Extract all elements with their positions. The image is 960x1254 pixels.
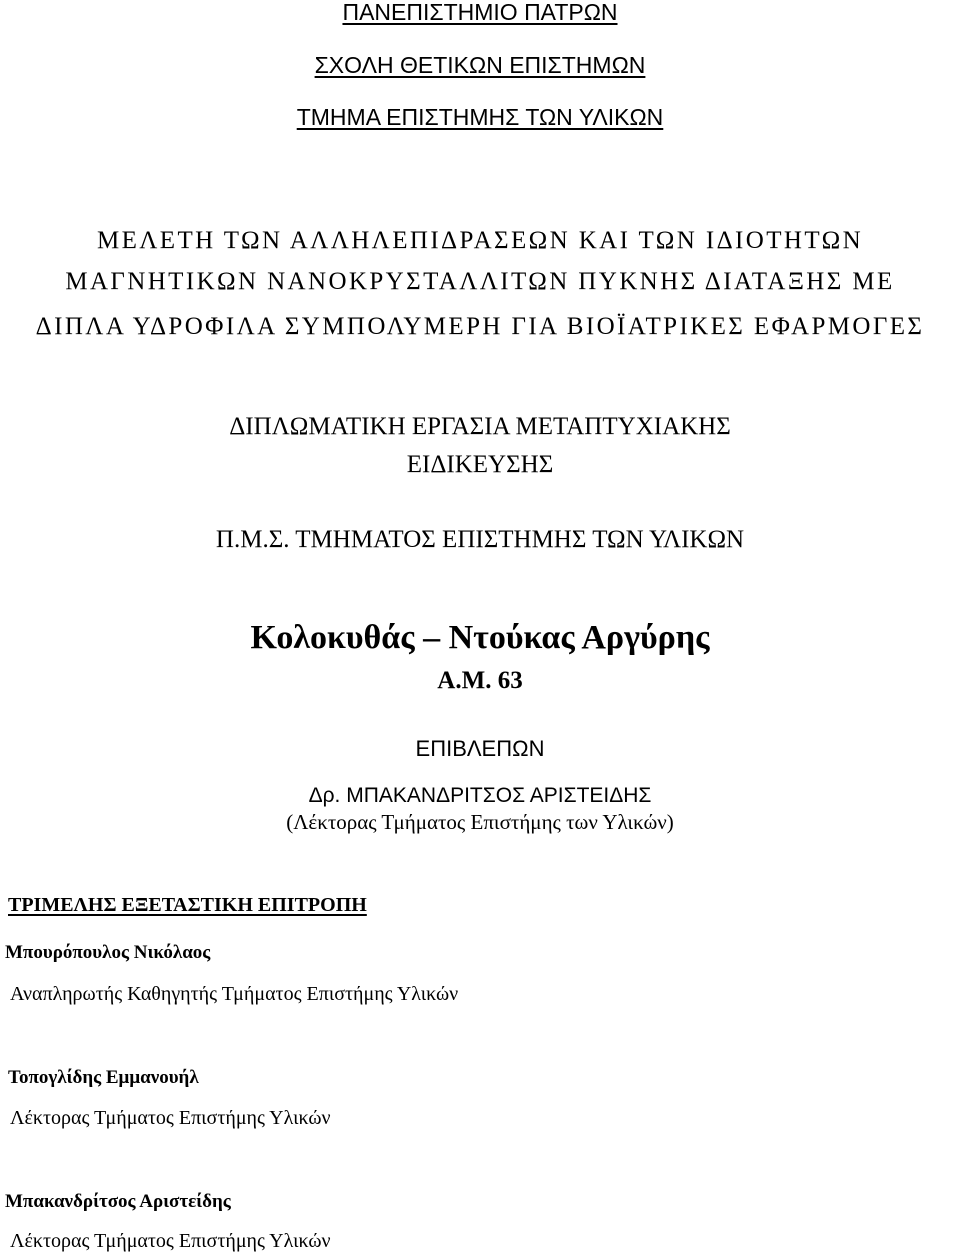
thesis-title-line-2: ΜΑΓΝΗΤΙΚΩΝ ΝΑΝΟΚΡΥΣΤΑΛΛΙΤΩΝ ΠΥΚΝΗΣ ΔΙΑΤΑΞΗΣ ΜΕ: [65, 268, 895, 295]
committee-member-role: Αναπληρωτής Καθηγητής Τμήματος Επιστήμης Υλικών: [10, 983, 459, 1005]
committee-member-role: Λέκτορας Τμήματος Επιστήμης Υλικών: [10, 1230, 331, 1252]
thesis-title-line-3: ΔΙΠΛΑ ΥΔΡΟΦΙΛΑ ΣΥΜΠΟΛΥΜΕΡΗ ΓΙΑ ΒΙΟΪΑΤΡΙΚΕΣ ΕΦΑΡΜΟΓΕΣ: [35, 313, 925, 340]
committee-member-role: Λέκτορας Τμήματος Επιστήμης Υλικών: [10, 1107, 331, 1129]
program-name: Π.Μ.Σ. ΤΜΗΜΑΤΟΣ ΕΠΙΣΤΗΜΗΣ ΤΩΝ ΥΛΙΚΩΝ: [215, 526, 745, 553]
supervisor-position: (Λέκτορας Τμήματος Επιστήμης των Υλικών): [286, 810, 674, 834]
school-name: ΣΧΟΛΗ ΘΕΤΙΚΩΝ ΕΠΙΣΤΗΜΩΝ: [314, 52, 646, 78]
supervisor-name: Δρ. ΜΠΑΚΑΝΔΡΙΤΣΟΣ ΑΡΙΣΤΕΙΔΗΣ: [308, 784, 652, 807]
committee-member-name: Μπακανδρίτσος Αριστείδης: [5, 1191, 231, 1212]
committee-member-name: Τοπογλίδης Εμμανουήλ: [8, 1067, 199, 1088]
author-registration-number: Α.Μ. 63: [437, 667, 523, 694]
university-name: ΠΑΝΕΠΙΣΤΗΜΙΟ ΠΑΤΡΩΝ: [342, 0, 618, 25]
supervisor-label: ΕΠΙΒΛΕΠΩΝ: [415, 736, 545, 761]
committee-title: ΤΡΙΜΕΛΗΣ ΕΞΕΤΑΣΤΙΚΗ ΕΠΙΤΡΟΠΗ: [8, 894, 367, 916]
thesis-type-line-1: ΔΙΠΛΩΜΑΤΙΚΗ ΕΡΓΑΣΙΑ ΜΕΤΑΠΤΥΧΙΑΚΗΣ: [229, 413, 731, 440]
department-name: ΤΜΗΜΑ ΕΠΙΣΤΗΜΗΣ ΤΩΝ ΥΛΙΚΩΝ: [296, 104, 664, 130]
author-name: Κολοκυθάς – Ντούκας Αργύρης: [250, 619, 710, 656]
thesis-title-line-1: ΜΕΛΕΤΗ ΤΩΝ ΑΛΛΗΛΕΠΙΔΡΑΣΕΩΝ ΚΑΙ ΤΩΝ ΙΔΙΟΤΗΤΩΝ: [96, 227, 864, 254]
thesis-type-line-2: ΕΙΔΙΚΕΥΣΗΣ: [406, 451, 554, 478]
committee-member-name: Μπουρόπουλος Νικόλαος: [5, 942, 211, 963]
